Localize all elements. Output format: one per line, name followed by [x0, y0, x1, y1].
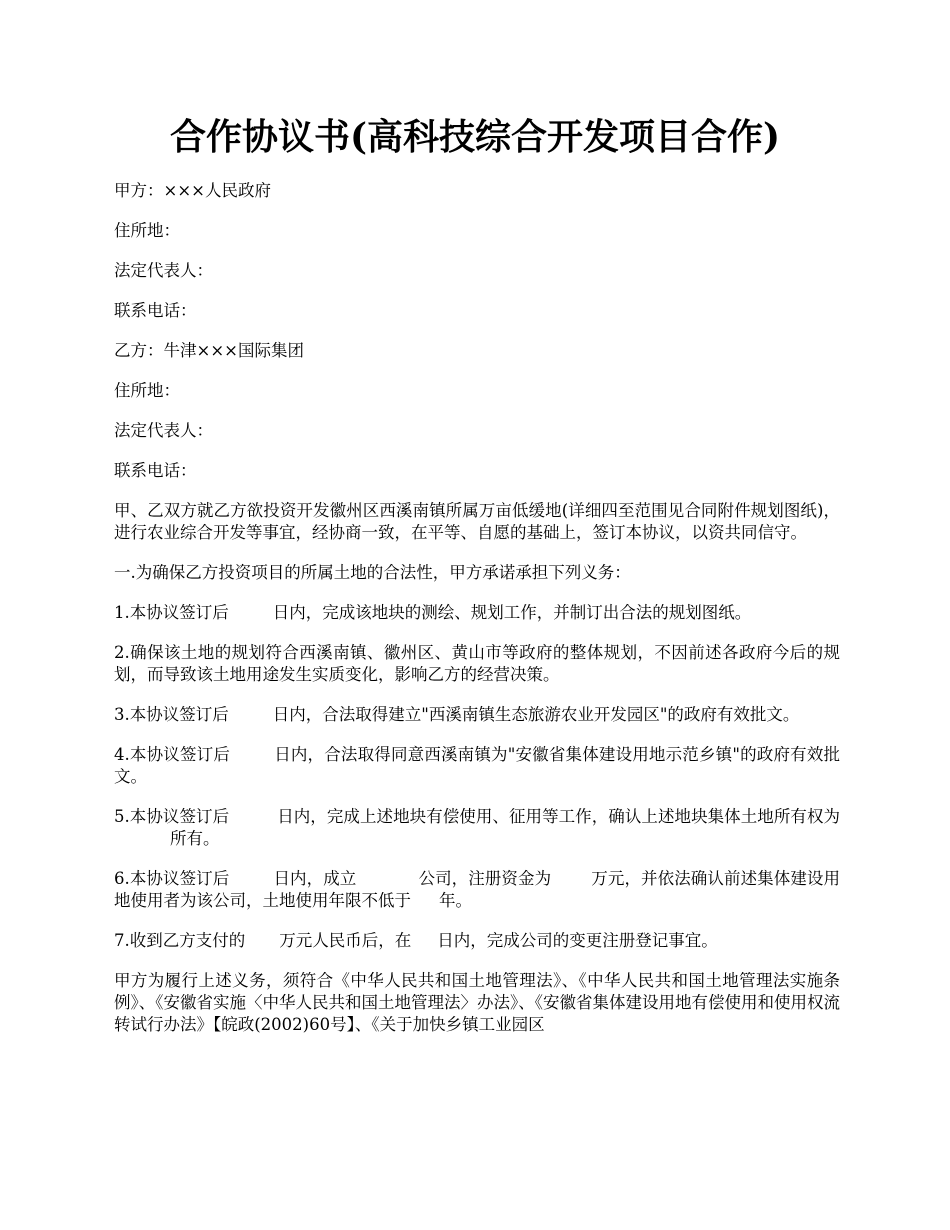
clause-6-text-c: 公司，注册资金为 — [418, 869, 552, 888]
party-a-phone: 联系电话： — [114, 301, 197, 320]
document-body — [114, 180, 840, 1054]
clause-3-text-a: 3.本协议签订后 — [114, 705, 229, 724]
closing-paragraph: 甲方为履行上述义务，须符合《中华人民共和国土地管理法》、《中华人民共和国土地管理法实施条例》、《安徽省实施〈中华人民共和国土地管理法〉办法》、《安徽省集体建设用地有偿使用和使用权流转试行办法》【皖政(2002)60号】、《关于加快乡镇工业园区 — [114, 971, 840, 1034]
party-b-address: 住所地： — [114, 381, 180, 400]
party-a-address: 住所地： — [114, 221, 180, 240]
party-a-name: 甲方：×××人民政府 — [114, 181, 271, 200]
clause-3 — [114, 704, 840, 726]
clause-6-text-d: 万元，并依法确认前述集体建设用地使用者为该公司，土地使用年限不低于 — [114, 869, 841, 910]
clause-4-text-a: 4.本协议签订后 — [114, 745, 231, 764]
clause-7 — [114, 930, 840, 952]
party-b-name: 乙方：牛津×××国际集团 — [114, 341, 304, 360]
clause-5 — [114, 806, 840, 850]
party-a-legal-representative: 法定代表人： — [114, 261, 213, 280]
section-1-heading: 一.为确保乙方投资项目的所属土地的合法性，甲方承诺承担下列义务： — [114, 563, 631, 582]
clause-7-text-c: 日内，完成公司的变更注册登记事宜。 — [437, 931, 718, 950]
clause-3-text-b: 日内，合法取得建立"西溪南镇生态旅游农业开发园区"的政府有效批文。 — [272, 705, 800, 724]
clause-5-text-c: 所有。 — [170, 829, 220, 848]
clause-2: 2.确保该土地的规划符合西溪南镇、徽州区、黄山市等政府的整体规划，不因前述各政府今后的规划，而导致该土地用途发生实质变化，影响乙方的经营决策。 — [114, 643, 840, 684]
clause-7-text-a: 7.收到乙方支付的 — [114, 931, 246, 950]
clause-5-text-b: 日内，完成上述地块有偿使用、征用等工作，确认上述地块集体土地所有权为 — [277, 807, 841, 826]
clause-4 — [114, 744, 840, 788]
clause-1 — [114, 602, 840, 624]
clause-6-text-b: 日内，成立 — [273, 869, 357, 888]
clause-6-text-e: 年。 — [439, 891, 472, 910]
clause-4-text-b: 日内，合法取得同意西溪南镇为"安徽省集体建设用地示范乡镇"的政府有效批文。 — [114, 745, 840, 786]
clause-1-text-a: 1.本协议签订后 — [114, 603, 229, 622]
document-title: 合作协议书(高科技综合开发项目合作) — [169, 116, 781, 158]
preamble-paragraph: 甲、乙双方就乙方欲投资开发徽州区西溪南镇所属万亩低缓地(详细四至范围见合同附件规划图纸)，进行农业综合开发等事宜，经协商一致，在平等、自愿的基础上，签订本协议，以资共同信守。 — [114, 501, 840, 542]
party-b-legal-representative: 法定代表人： — [114, 421, 213, 440]
party-b-phone: 联系电话： — [114, 461, 197, 480]
clause-6 — [114, 868, 840, 912]
clause-5-text-a: 5.本协议签订后 — [114, 807, 230, 826]
clause-6-text-a: 6.本协议签订后 — [114, 869, 230, 888]
clause-7-text-b: 万元人民币后，在 — [279, 931, 412, 950]
clause-1-text-b: 日内，完成该地块的测绘、规划工作，并制订出合法的规划图纸。 — [272, 603, 752, 622]
